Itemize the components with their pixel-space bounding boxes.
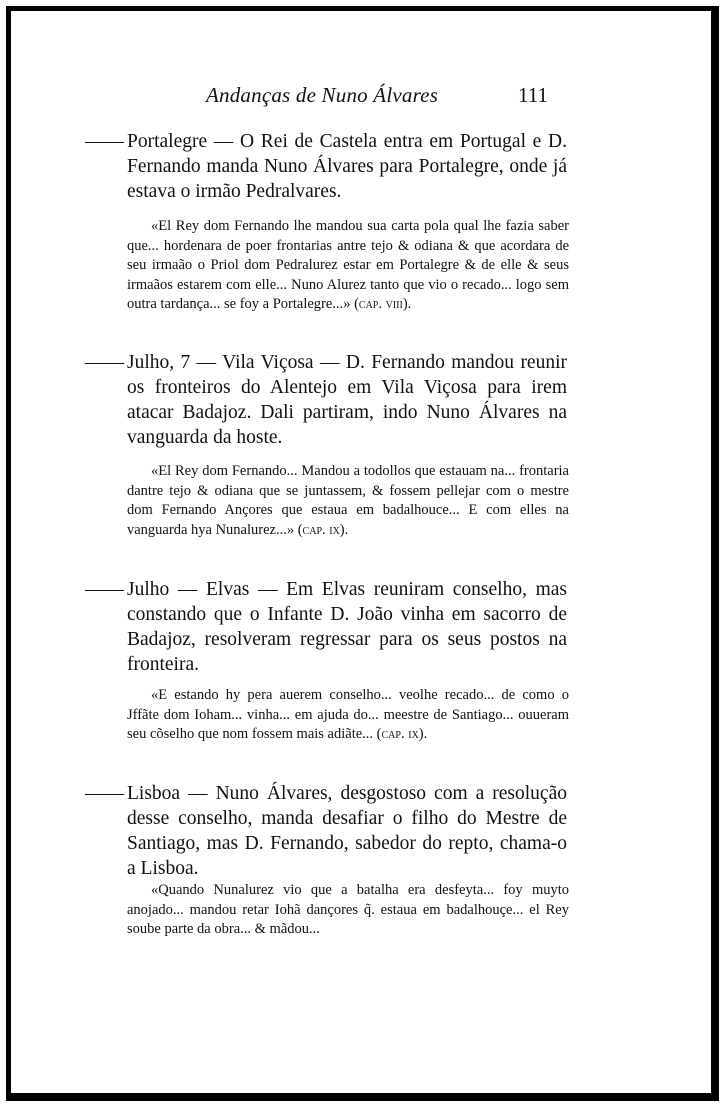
chronicle-entry [85,350,567,450]
quote-text: «Quando Nunalurez vio que a batalha era desfeyta... foy muyto anojado... mandou retar Iohã dançores q̃. estaua em badalhouçe... el Rey soube parte da obra... & mãdou... [127,882,569,937]
running-title: Andanças de Nuno Álvares [206,83,439,107]
entry-text: Julho, 7 — Vila Viçosa — D. Fernando mandou reunir os fronteiros do Alentejo em Vila Viçosa para irem atacar Badajoz. Dali partiram, indo Nuno Álvares na vanguarda da hoste. [127,352,567,448]
chronicle-quote [127,217,569,315]
quote-text: «E estando hy pera auerem conselho... veolhe recado... de como o Jffãte dom Ioham... vinha... em ajuda do... meestre de Santiago... ouueram seu cõselho que nom fossem mais adiãte... [127,687,569,742]
page-number: 111 [518,83,548,107]
entry-dash: —— [85,352,124,373]
quote-citation: (cap. viii). [354,296,412,312]
chronicle-quote [127,686,569,745]
chronicle-entry [85,577,567,677]
quote-citation: (cap. ix). [297,521,349,538]
quote-text: «El Rey dom Fernando lhe mandou sua carta pola qual lhe fazia saber que... hordenara de poer frontarias antre tejo & odiana & que acordara de seu irmaão o Priol dom Pedralurez estar em Portalegre & de elle & seus irmaãos estarem com elle... Nuno Alurez tanto que vio o recado... logo sem outra tardança... se foy a Portalegre...» [127,218,569,312]
quote-citation: (cap. ix). [376,726,428,742]
book-page [11,11,711,1093]
entry-text: Lisboa — Nuno Álvares, desgostoso com a resolução desse conselho, manda desafiar o filho do Mestre de Santiago, mas D. Fernando, sabedor do repto, chama-o a Lisboa. [127,783,567,879]
entry-dash: —— [85,579,124,600]
quote-text: «El Rey dom Fernando... Mandou a todollos que estauam na... frontaria dantre tejo & odiana que se juntassem, & fossem pellejar com o mestre dom Fernando Ançores que estaua em badalhouce... E com elles na vanguarda hya Nunalurez...» [127,463,569,538]
page-border [6,6,719,1101]
entry-text: Portalegre — O Rei de Castela entra em Portugal e D. Fernando manda Nuno Álvares para Portalegre, onde já estava o irmão Pedralvares. [127,131,567,202]
entry-dash: —— [85,131,124,152]
chronicle-entry [85,781,567,881]
entry-text: Julho — Elvas — Em Elvas reuniram conselho, mas constando que o Infante D. João vinha em sacorro de Badajoz, resolveram regressar para os seus postos na fronteira. [127,579,567,675]
entry-dash: —— [85,783,124,804]
chronicle-entry [85,129,567,204]
chronicle-quote [127,462,569,540]
chronicle-quote [127,881,569,940]
